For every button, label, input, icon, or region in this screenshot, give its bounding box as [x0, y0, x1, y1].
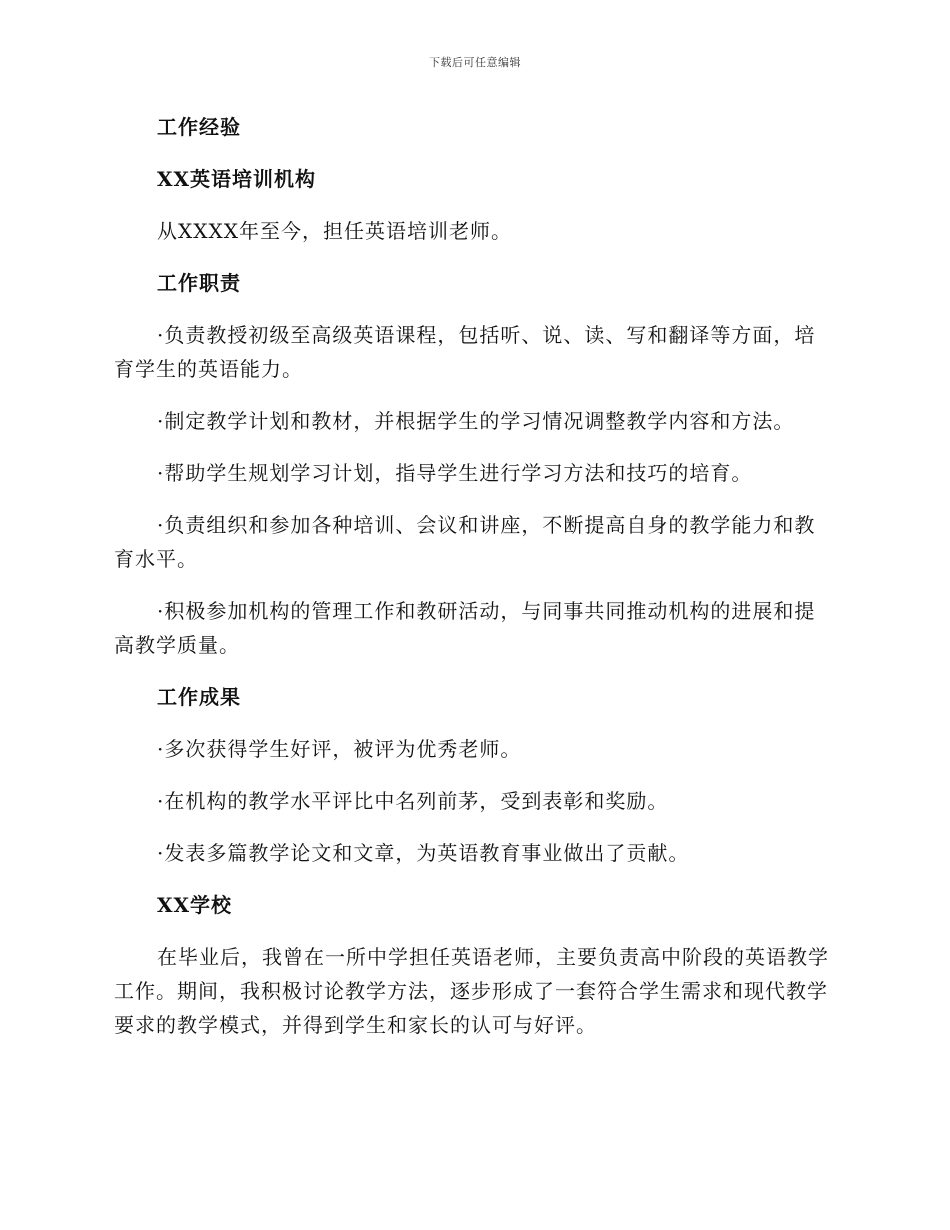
document-body [114, 110, 830, 1042]
org1-name: XX英语培训机构 [157, 167, 317, 191]
achievement-item: ·多次获得学生好评，被评为优秀老师。 [157, 737, 522, 761]
org1-duties-title: 工作职责 [157, 271, 241, 295]
duty-item: ·积极参加机构的管理工作和教研活动，与同事共同推动机构的进展和提高教学质量。 [114, 599, 816, 657]
org2-description: 在毕业后，我曾在一所中学担任英语老师，主要负责高中阶段的英语教学工作。期间，我积极讨论教学方法，逐步形成了一套符合学生需求和现代教学要求的教学模式，并得到学生和家长的认可与好评。 [114, 945, 829, 1037]
duty-item: ·负责教授初级至高级英语课程，包括听、说、读、写和翻译等方面，培育学生的英语能力。 [114, 323, 816, 381]
section-title-work-experience: 工作经验 [157, 115, 241, 139]
duty-item: ·负责组织和参加各种培训、会议和讲座，不断提高自身的教学能力和教育水平。 [114, 513, 816, 571]
duty-item: ·制定教学计划和教材，并根据学生的学习情况调整教学内容和方法。 [157, 409, 795, 433]
achievement-item: ·在机构的教学水平评比中名列前茅，受到表彰和奖励。 [157, 789, 669, 813]
duty-item: ·帮助学生规划学习计划，指导学生进行学习方法和技巧的培育。 [157, 461, 753, 485]
achievement-item: ·发表多篇教学论文和文章，为英语教育事业做出了贡献。 [157, 841, 690, 865]
page-header-note: 下载后可任意编辑 [429, 56, 521, 69]
org1-tenure: 从XXXX年至今，担任英语培训老师。 [157, 219, 512, 243]
org2-name: XX学校 [157, 893, 233, 917]
org1-achievements-title: 工作成果 [157, 685, 241, 709]
